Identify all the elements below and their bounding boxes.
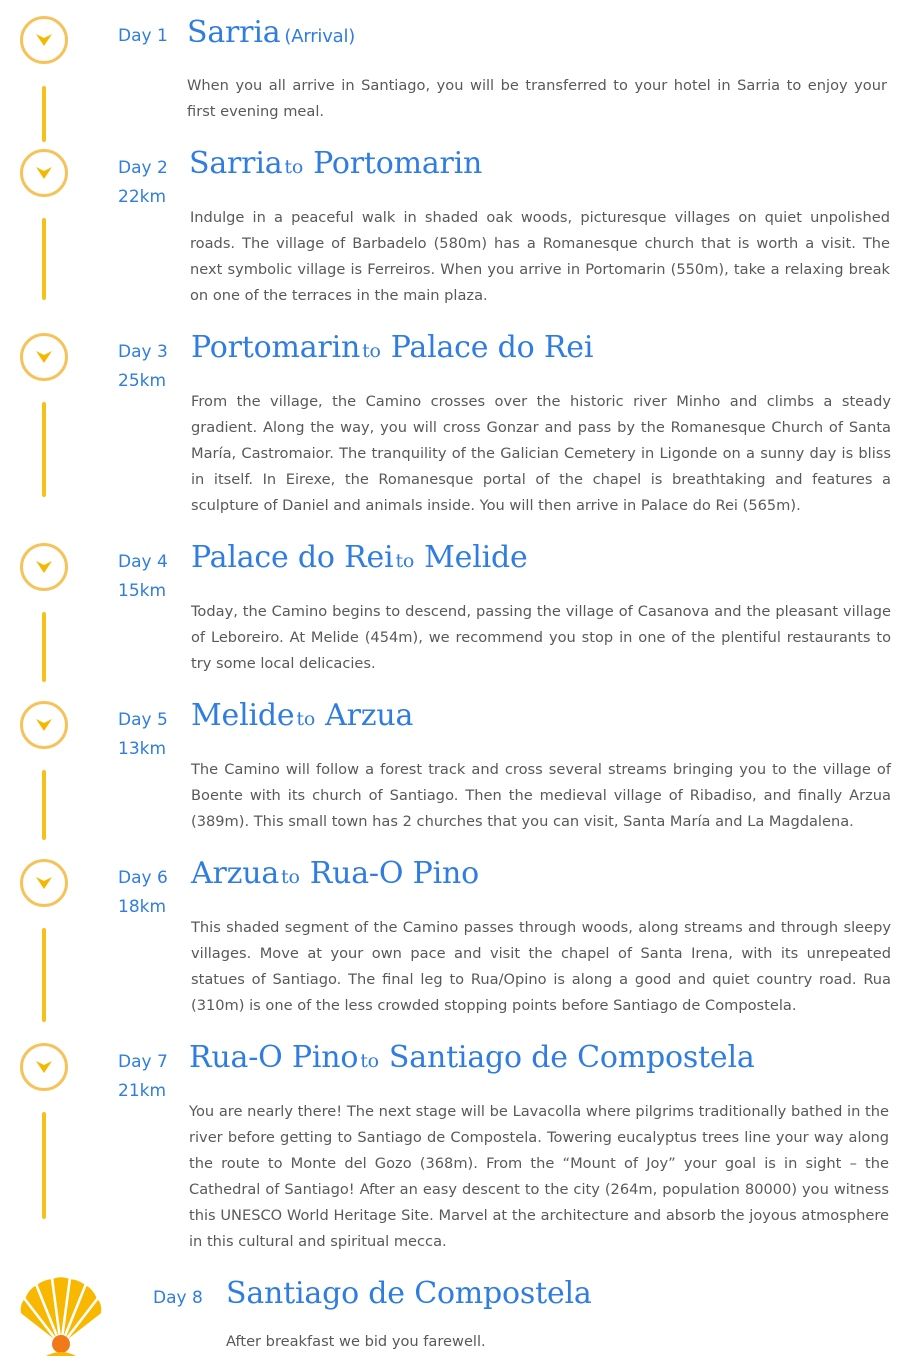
title-connector: to <box>296 708 316 730</box>
timeline-connector <box>42 218 46 300</box>
chevron-down-icon[interactable] <box>20 543 68 591</box>
day-description: Indulge in a peaceful walk in shaded oak woods, picturesque villages on quiet unpolished roads. The village of Barbadelo (580m) has a Romanesque church that is worth a visit. The next symbolic village is Ferreiros. When you arrive in Portomarin (550m), take a relaxing break on one of the terraces in the main plaza. <box>190 209 890 304</box>
title-to: Melide <box>424 540 528 575</box>
day-description: The Camino will follow a forest track and cross several streams bringing you to the village of Boente with its church of Santiago. Then the medieval village of Ribadiso, and finally Arzua (389m). This small town has 2 churches that you can visit, Santa María and La Magdalena. <box>191 761 891 830</box>
day-label: Day 3 <box>118 342 168 362</box>
day-label: Day 6 <box>118 868 168 888</box>
day-label: Day 2 <box>118 158 168 178</box>
title-from: Sarria <box>187 15 281 50</box>
title-connector: to <box>281 866 300 888</box>
day-description: You are nearly there! The next stage will be Lavacolla where pilgrims traditionally bathed in the river before getting to Santiago de Compostela. Towering eucalyptus trees line your way along the route to Monte del Gozo (368m). From the “Mount of Joy” your goal is in sight – the Cathedral of Santiago! After an easy descent to the city (264m, population 80000) you witness this UNESCO World Heritage Site. Marvel at the architecture and absorb the joyous atmosphere in this cultural and spiritual mecca. <box>189 1103 889 1250</box>
timeline-connector <box>42 928 46 1022</box>
day-label: Day 7 <box>118 1052 168 1072</box>
day-title <box>191 856 479 895</box>
title-from: Sarria <box>189 146 283 181</box>
title-to: Rua-O Pino <box>309 856 479 891</box>
timeline-connector <box>42 1112 46 1219</box>
title-from: Portomarin <box>191 330 361 365</box>
timeline-connector <box>42 612 46 682</box>
timeline-connector <box>42 770 46 840</box>
day-title <box>226 1276 592 1312</box>
day-distance: 18km <box>118 897 167 917</box>
day-label: Day 8 <box>153 1288 203 1308</box>
scallop-shell-icon <box>16 1274 106 1358</box>
day-label: Day 1 <box>118 26 168 46</box>
day-description: Today, the Camino begins to descend, passing the village of Casanova and the pleasant village of Leboreiro. At Melide (454m), we recommend you stop in one of the plentiful restaurants to try some local delicacies. <box>191 603 891 672</box>
day-description: From the village, the Camino crosses over the historic river Minho and climbs a steady gradient. Along the way, you will cross Gonzar and pass by the Romanesque Church of Santa María, Castromaior. The tranquility of the Galician Cemetery in Ligonde on a sunny day is bliss in itself. In Eirexe, the Romanesque portal of the chapel is breathtaking and features a sculpture of Daniel and animals inside. You will then arrive in Palace do Rei (565m). <box>191 393 891 514</box>
chevron-down-icon[interactable] <box>20 1043 68 1091</box>
day-distance: 13km <box>118 739 167 759</box>
title-connector: to <box>284 156 304 178</box>
title-from: Palace do Rei <box>191 540 394 575</box>
chevron-down-icon[interactable] <box>20 859 68 907</box>
day-distance: 21km <box>118 1081 167 1101</box>
title-from: Melide <box>191 698 295 733</box>
title-from: Arzua <box>191 856 280 891</box>
title-to: Portomarin <box>313 146 483 181</box>
title-from: Rua-O Pino <box>189 1040 359 1075</box>
title-connector: to <box>362 340 381 362</box>
title-suffix: (Arrival) <box>284 26 356 47</box>
title-from: Santiago de Compostela <box>226 1276 592 1311</box>
day-title <box>191 540 528 579</box>
day-label: Day 4 <box>118 552 168 572</box>
timeline-connector <box>42 402 46 497</box>
day-distance: 15km <box>118 581 167 601</box>
title-connector: to <box>360 1050 379 1072</box>
chevron-down-icon[interactable] <box>20 16 68 64</box>
chevron-down-icon[interactable] <box>20 333 68 381</box>
day-title <box>191 330 593 369</box>
day-description: When you all arrive in Santiago, you will be transferred to your hotel in Sarria to enjoy your first evening meal. <box>187 77 887 120</box>
day-title <box>189 1040 755 1079</box>
day-title <box>187 15 355 55</box>
chevron-down-icon[interactable] <box>20 149 68 197</box>
title-to: Arzua <box>325 698 414 733</box>
day-description: After breakfast we bid you farewell. <box>226 1333 486 1350</box>
day-title <box>189 146 482 185</box>
chevron-down-icon[interactable] <box>20 701 68 749</box>
day-distance: 22km <box>118 187 167 207</box>
day-title <box>191 698 413 737</box>
title-to: Palace do Rei <box>390 330 594 365</box>
day-label: Day 5 <box>118 710 168 730</box>
timeline-connector <box>42 86 46 142</box>
title-to: Santiago de Compostela <box>388 1040 755 1075</box>
title-connector: to <box>395 550 415 572</box>
day-description: This shaded segment of the Camino passes through woods, along streams and through sleepy villages. Move at your own pace and visit the chapel of Santa Irena, with its unrepeated statues of Santiago. The final leg to Rua/Opino is along a good and quiet country road. Rua (310m) is one of the less crowded stopping points before Santiago de Compostela. <box>191 919 891 1014</box>
day-distance: 25km <box>118 371 167 391</box>
